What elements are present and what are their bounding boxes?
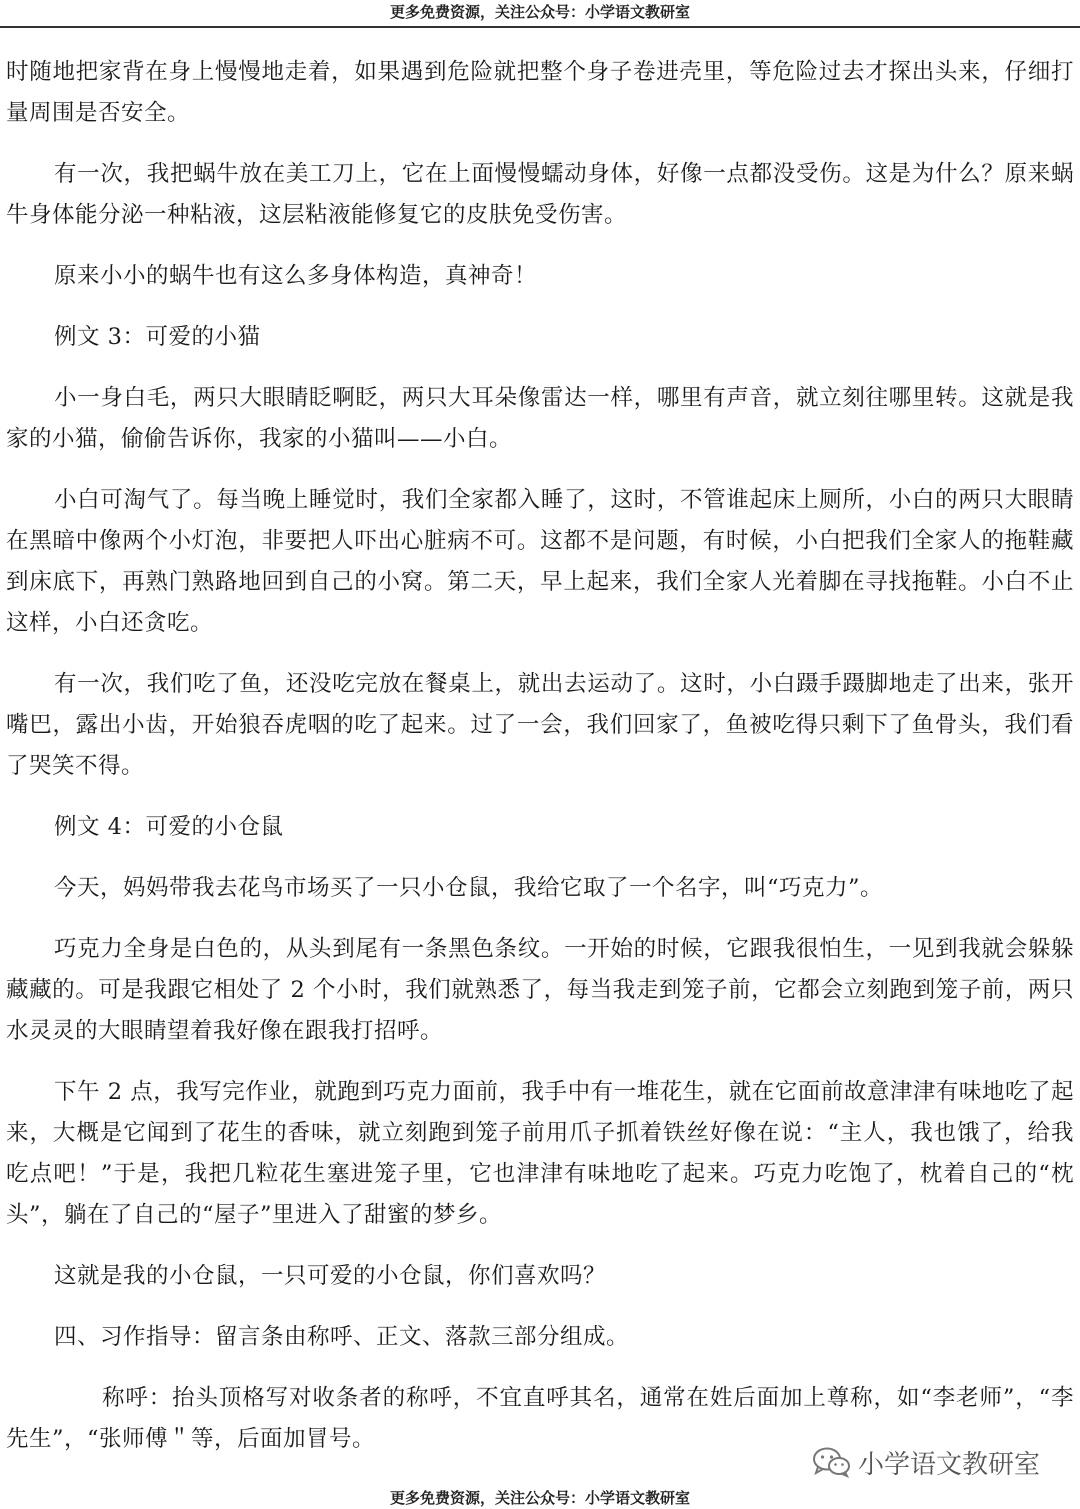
section-heading: 例文 4：可爱的小仓鼠	[54, 814, 284, 840]
paragraph: 有一次，我把蜗牛放在美工刀上，它在上面慢慢蠕动身体，好像一点都没受伤。这是为什么？原来蜗牛身体能分泌一种粘液，这层粘液能修复它的皮肤免受伤害。	[6, 161, 1074, 228]
watermark-text: 小学语文教研室	[858, 1449, 1041, 1480]
page-footer: 更多免费资源，关注公众号：小学语文教研室	[389, 1489, 690, 1507]
paragraph: 小一身白毛，两只大眼睛眨啊眨，两只大耳朵像雷达一样，哪里有声音，就立刻往哪里转。这就是我家的小猫，偷偷告诉你，我家的小猫叫——小白。	[6, 385, 1074, 452]
header-divider	[0, 26, 1080, 28]
page-header: 更多免费资源，关注公众号：小学语文教研室	[389, 3, 690, 21]
paragraph: 时随地把家背在身上慢慢地走着，如果遇到危险就把整个身子卷进壳里，等危险过去才探出头来，仔细打量周围是否安全。	[6, 59, 1074, 126]
section-heading: 例文 3：可爱的小猫	[54, 324, 261, 350]
paragraph: 称呼：抬头顶格写对收条者的称呼，不宜直呼其名，通常在姓后面加上尊称，如“李老师”，“李先生”，“张师傅＂等，后面加冒号。	[6, 1385, 1074, 1452]
paragraph: 下午 2 点，我写完作业，就跑到巧克力面前，我手中有一堆花生，就在它面前故意津津有味地吃了起来，大概是它闻到了花生的香味，就立刻跑到笼子前用爪子抓着铁丝好像在说：“主人，我也饿了，给我吃点吧！”于是，我把几粒花生塞进笼子里，它也津津有味地吃了起来。巧克力吃饱了，枕着自己的“枕头”，躺在了自己的“屋子”里进入了甜蜜的梦乡。	[6, 1079, 1074, 1228]
paragraph: 小白可淘气了。每当晚上睡觉时，我们全家都入睡了，这时，不管谁起床上厕所，小白的两只大眼睛在黑暗中像两个小灯泡，非要把人吓出心脏病不可。这都不是问题，有时候，小白把我们全家人的拖鞋藏到床底下，再熟门熟路地回到自己的小窝。第二天，早上起来，我们全家人光着脚在寻找拖鞋。小白不止这样，小白还贪吃。	[6, 487, 1074, 636]
document-body	[6, 52, 1074, 1460]
paragraph: 原来小小的蜗牛也有这么多身体构造，真神奇！	[54, 263, 538, 289]
section-heading: 四、习作指导：留言条由称呼、正文、落款三部分组成。	[54, 1324, 630, 1350]
paragraph: 有一次，我们吃了鱼，还没吃完放在餐桌上，就出去运动了。这时，小白蹑手蹑脚地走了出来，张开嘴巴，露出小齿，开始狼吞虎咽的吃了起来。过了一会，我们回家了，鱼被吃得只剩下了鱼骨头，我们看了哭笑不得。	[6, 671, 1074, 779]
watermark	[812, 1444, 1040, 1480]
wechat-icon	[812, 1446, 852, 1478]
paragraph: 这就是我的小仓鼠，一只可爱的小仓鼠，你们喜欢吗？	[54, 1263, 607, 1289]
paragraph: 今天，妈妈带我去花鸟市场买了一只小仓鼠，我给它取了一个名字，叫“巧克力”。	[54, 875, 884, 901]
paragraph: 巧克力全身是白色的，从头到尾有一条黑色条纹。一开始的时候，它跟我很怕生，一见到我就会躲躲藏藏的。可是我跟它相处了 2 个小时，我们就熟悉了，每当我走到笼子前，它都会立刻跑到笼子前，两只水灵灵的大眼睛望着我好像在跟我打招呼。	[6, 936, 1074, 1044]
